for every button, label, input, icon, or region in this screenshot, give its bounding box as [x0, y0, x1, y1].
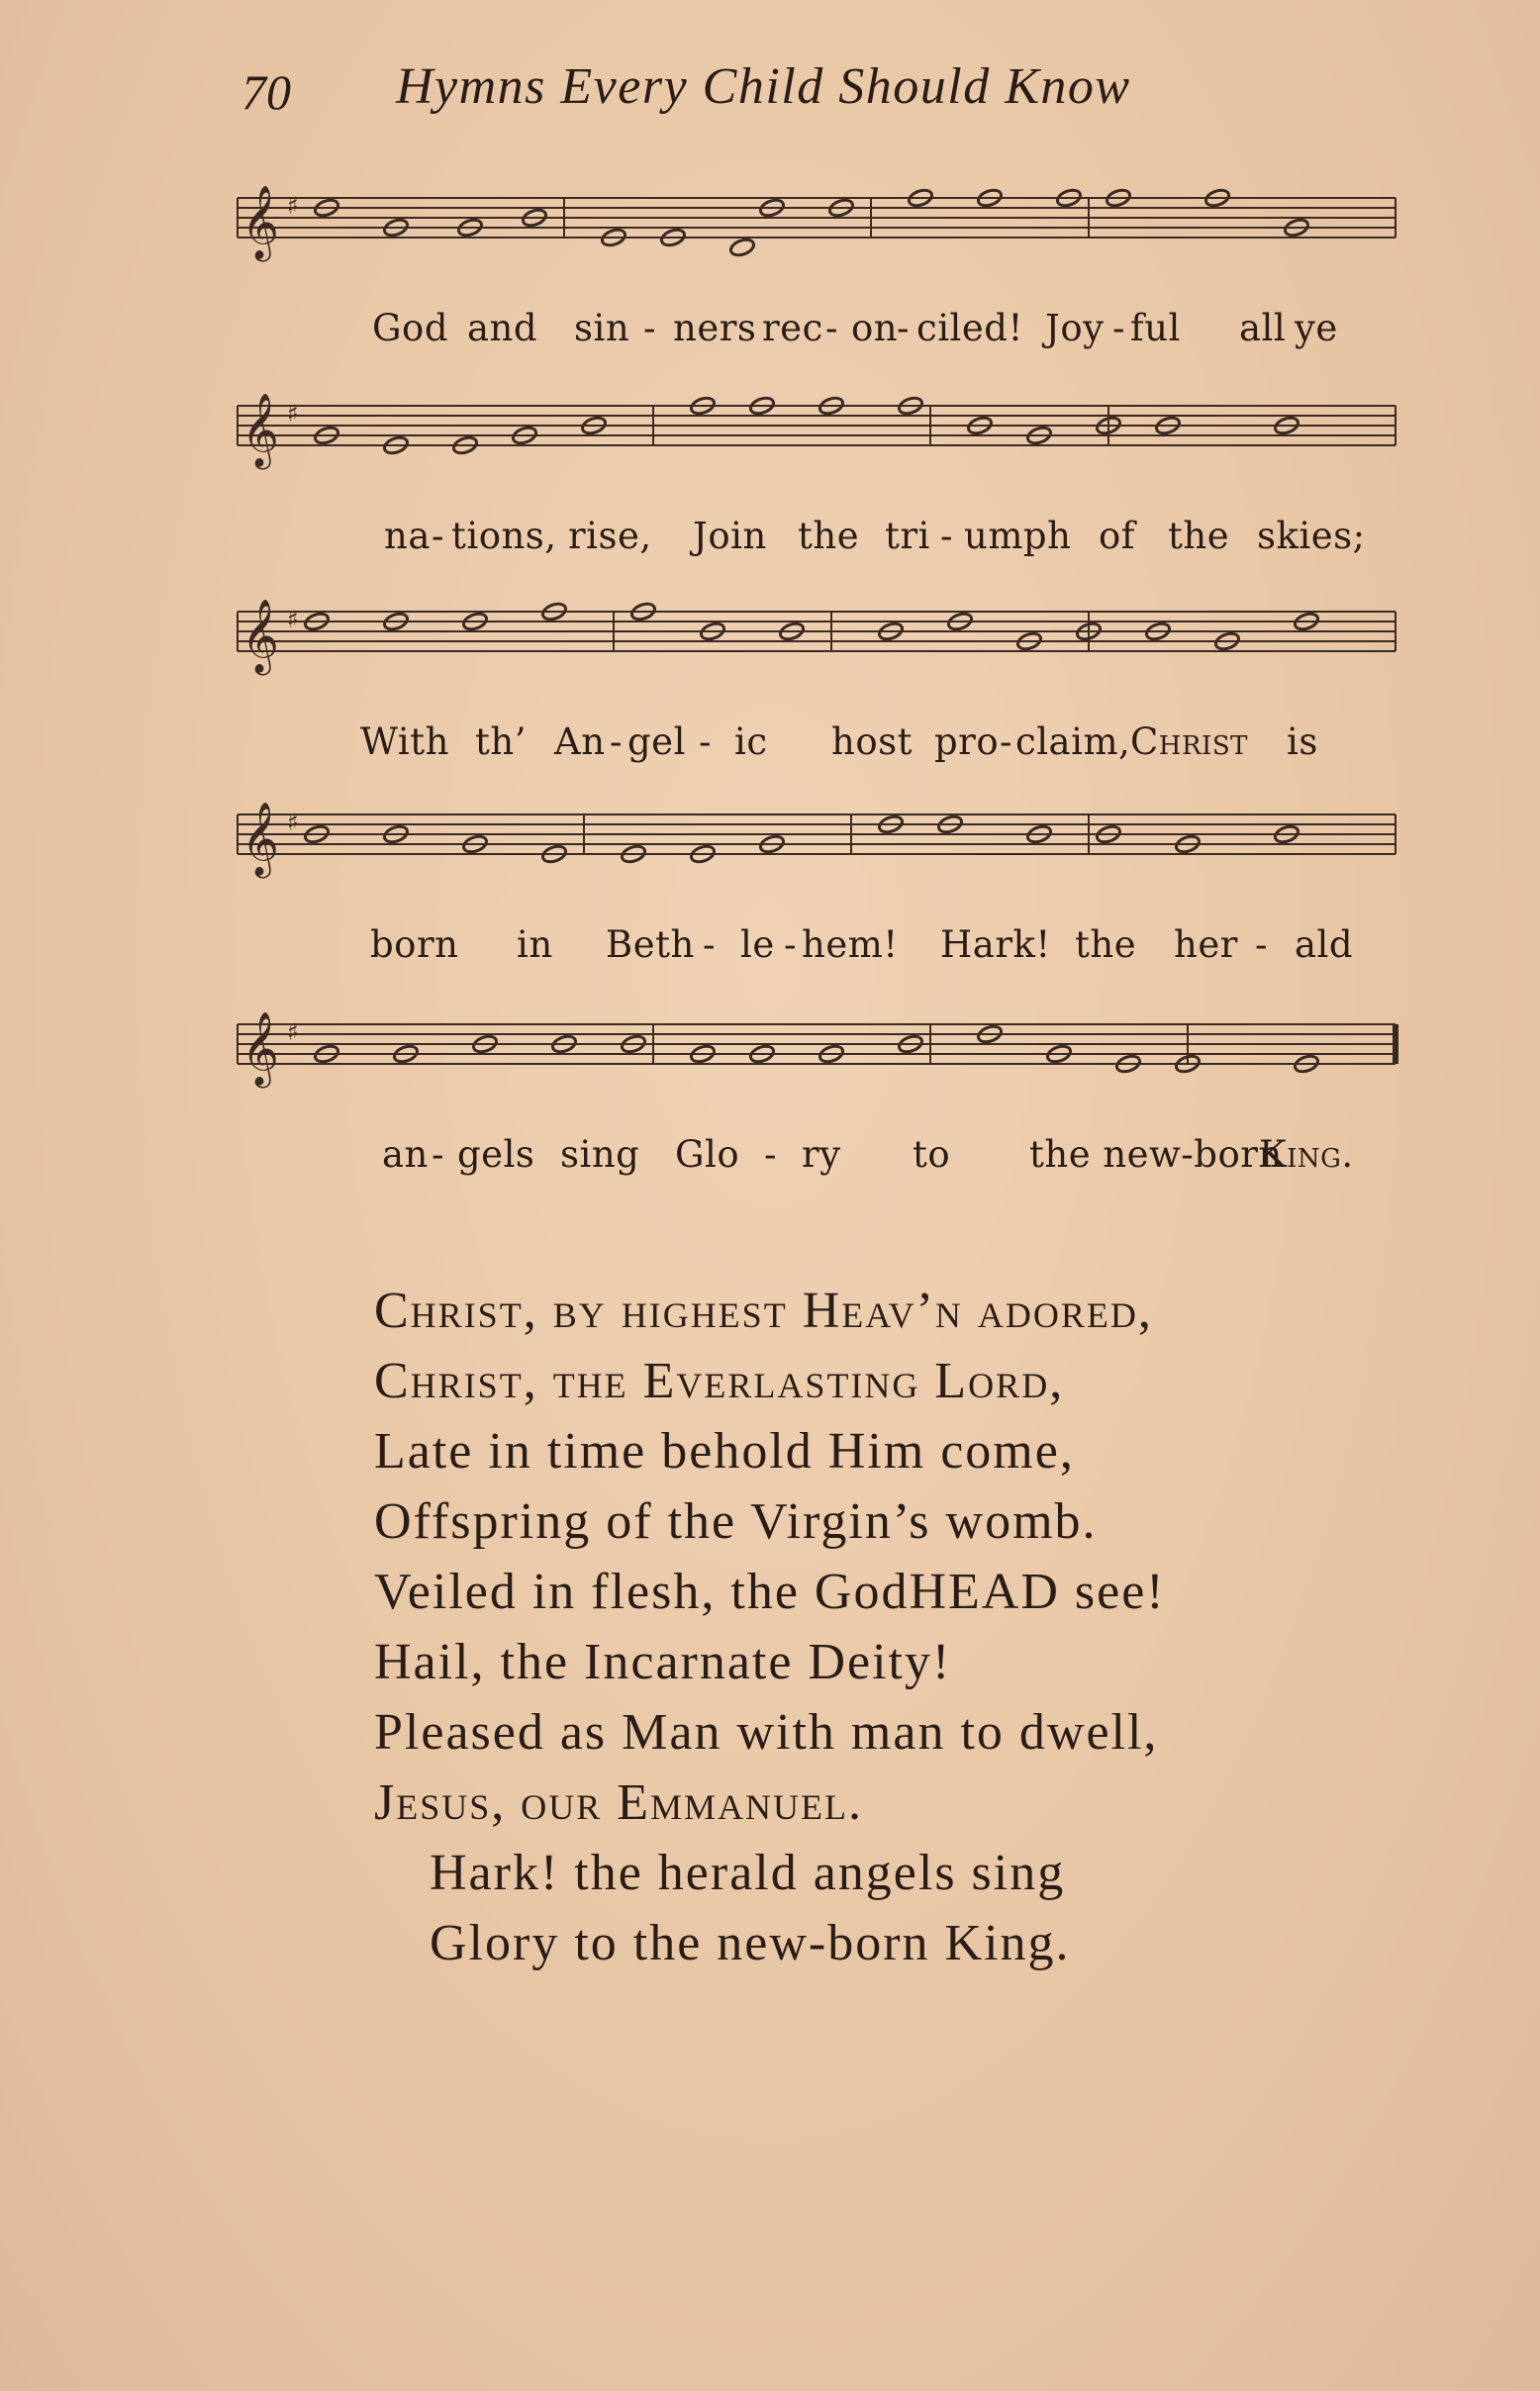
lyric-syllable: the new-born [1029, 1133, 1283, 1176]
lyric-hyphen: - [610, 720, 624, 763]
treble-clef-icon: 𝄞 [241, 186, 279, 259]
lyric-hyphen: - [1000, 720, 1013, 763]
lyric-syllable: to [913, 1133, 951, 1176]
lyric-syllable: rise, [568, 515, 652, 557]
stanza-line: Late in time behold Him come, [374, 1423, 1075, 1480]
lyric-syllable: King. [1259, 1133, 1354, 1176]
music-system-5 [238, 1014, 1396, 1212]
lyric-syllable: all [1239, 307, 1287, 349]
lyric-hyphen: - [825, 307, 839, 349]
sharp-icon: ♯ [287, 192, 299, 220]
lyric-syllable: umph [964, 515, 1072, 557]
lyric-syllable: ry [802, 1133, 841, 1176]
lyric-syllable: her [1174, 923, 1238, 966]
lyric-syllable: sin [574, 307, 630, 349]
lyric-syllable: Christ [1130, 720, 1248, 763]
lyric-syllable: th’ [475, 720, 527, 763]
sharp-icon: ♯ [287, 809, 299, 836]
lyric-hyphen: - [643, 307, 657, 349]
lyric-syllable: skies; [1257, 515, 1366, 557]
stanza-line: Christ, the Everlasting Lord, [374, 1353, 1065, 1409]
lyric-syllable: ful [1130, 307, 1181, 349]
lyric-hyphen: - [432, 515, 445, 557]
lyric-syllable: gel [627, 720, 686, 763]
lyric-hyphen: - [940, 515, 954, 557]
lyric-syllable: tri [885, 515, 930, 557]
lyric-syllable: claim, [1015, 720, 1131, 763]
lyric-syllable: of [1099, 515, 1135, 557]
staff-2 [238, 396, 1396, 505]
lyric-syllable: An [554, 720, 606, 763]
lyric-line-2 [238, 515, 1396, 574]
staff-5 [238, 1014, 1396, 1123]
lyric-hyphen: - [784, 923, 798, 966]
lyric-syllable: ic [734, 720, 768, 763]
stanza-line: Jesus, our Emmanuel. [374, 1774, 864, 1831]
music-system-4 [238, 805, 1396, 1003]
lyric-syllable: ald [1295, 923, 1354, 966]
lyric-hyphen: - [897, 307, 911, 349]
staff-4 [238, 805, 1396, 913]
lyric-syllable: Glo [675, 1133, 740, 1176]
treble-clef-icon: 𝄞 [241, 1012, 279, 1086]
lyric-syllable: host [831, 720, 913, 763]
running-title: Hymns Every Child Should Know [396, 58, 1131, 115]
lyric-hyphen: - [1255, 923, 1269, 966]
lyric-hyphen: - [699, 720, 713, 763]
music-system-3 [238, 602, 1396, 800]
lyric-syllable: is [1287, 720, 1318, 763]
lyric-syllable: sing [560, 1133, 640, 1176]
refrain-line: Hark! the herald angels sing [430, 1845, 1066, 1901]
stanza-line: Hail, the Incarnate Deity! [374, 1634, 952, 1690]
lyric-syllable: na [384, 515, 431, 557]
lyric-line-3 [238, 720, 1396, 780]
lyric-syllable: ye [1295, 307, 1338, 349]
lyric-syllable: tions, [451, 515, 557, 557]
lyric-syllable: Join [693, 515, 767, 557]
lyric-hyphen: - [703, 923, 717, 966]
lyric-syllable: With [360, 720, 449, 763]
note-head [728, 237, 755, 257]
lyric-syllable: an [382, 1133, 429, 1176]
treble-clef-icon: 𝄞 [241, 803, 279, 876]
lyric-syllable: Hark! [940, 923, 1051, 966]
lyric-hyphen: - [1112, 307, 1126, 349]
lyric-syllable: pro [934, 720, 1000, 763]
lyric-line-5 [238, 1133, 1396, 1193]
page-number: 70 [241, 64, 291, 120]
lyric-syllable: the [1075, 923, 1137, 966]
lyric-syllable: the [798, 515, 860, 557]
stanza-line: Offspring of the Virgin’s womb. [374, 1493, 1098, 1550]
lyric-syllable: hem! [802, 923, 899, 966]
lyric-syllable: and [467, 307, 538, 349]
stanza-line: Pleased as Man with man to dwell, [374, 1704, 1159, 1761]
lyric-line-4 [238, 923, 1396, 983]
treble-clef-icon: 𝄞 [241, 394, 279, 467]
lyric-syllable: God [372, 307, 449, 349]
lyric-syllable: Beth [606, 923, 695, 966]
lyric-syllable: ciled! [916, 307, 1023, 349]
running-header [0, 57, 1540, 127]
lyric-syllable: born [370, 923, 459, 966]
stanza-line: Veiled in flesh, the GodHEAD see! [374, 1564, 1166, 1620]
lyric-syllable: gels [457, 1133, 535, 1176]
sharp-icon: ♯ [287, 400, 299, 428]
lyric-line-1 [238, 307, 1396, 366]
lyric-syllable: le [740, 923, 775, 966]
music-system-2 [238, 396, 1396, 594]
staff-1 [238, 188, 1396, 297]
refrain-line: Glory to the new-born King. [430, 1915, 1071, 1971]
lyric-syllable: in [517, 923, 553, 966]
lyric-syllable: ners [673, 307, 757, 349]
lyric-syllable: the [1168, 515, 1230, 557]
sharp-icon: ♯ [287, 606, 299, 633]
lyric-hyphen: - [432, 1133, 445, 1176]
lyric-syllable: on [851, 307, 899, 349]
stanza-line: Christ, by highest Heav’n adored, [374, 1283, 1153, 1339]
lyric-syllable: rec [762, 307, 823, 349]
lyric-hyphen: - [764, 1133, 778, 1176]
staff-3 [238, 602, 1396, 711]
lyric-syllable: Joy [1045, 307, 1105, 349]
sharp-icon: ♯ [287, 1018, 299, 1046]
treble-clef-icon: 𝄞 [241, 600, 279, 673]
music-system-1 [238, 188, 1396, 386]
